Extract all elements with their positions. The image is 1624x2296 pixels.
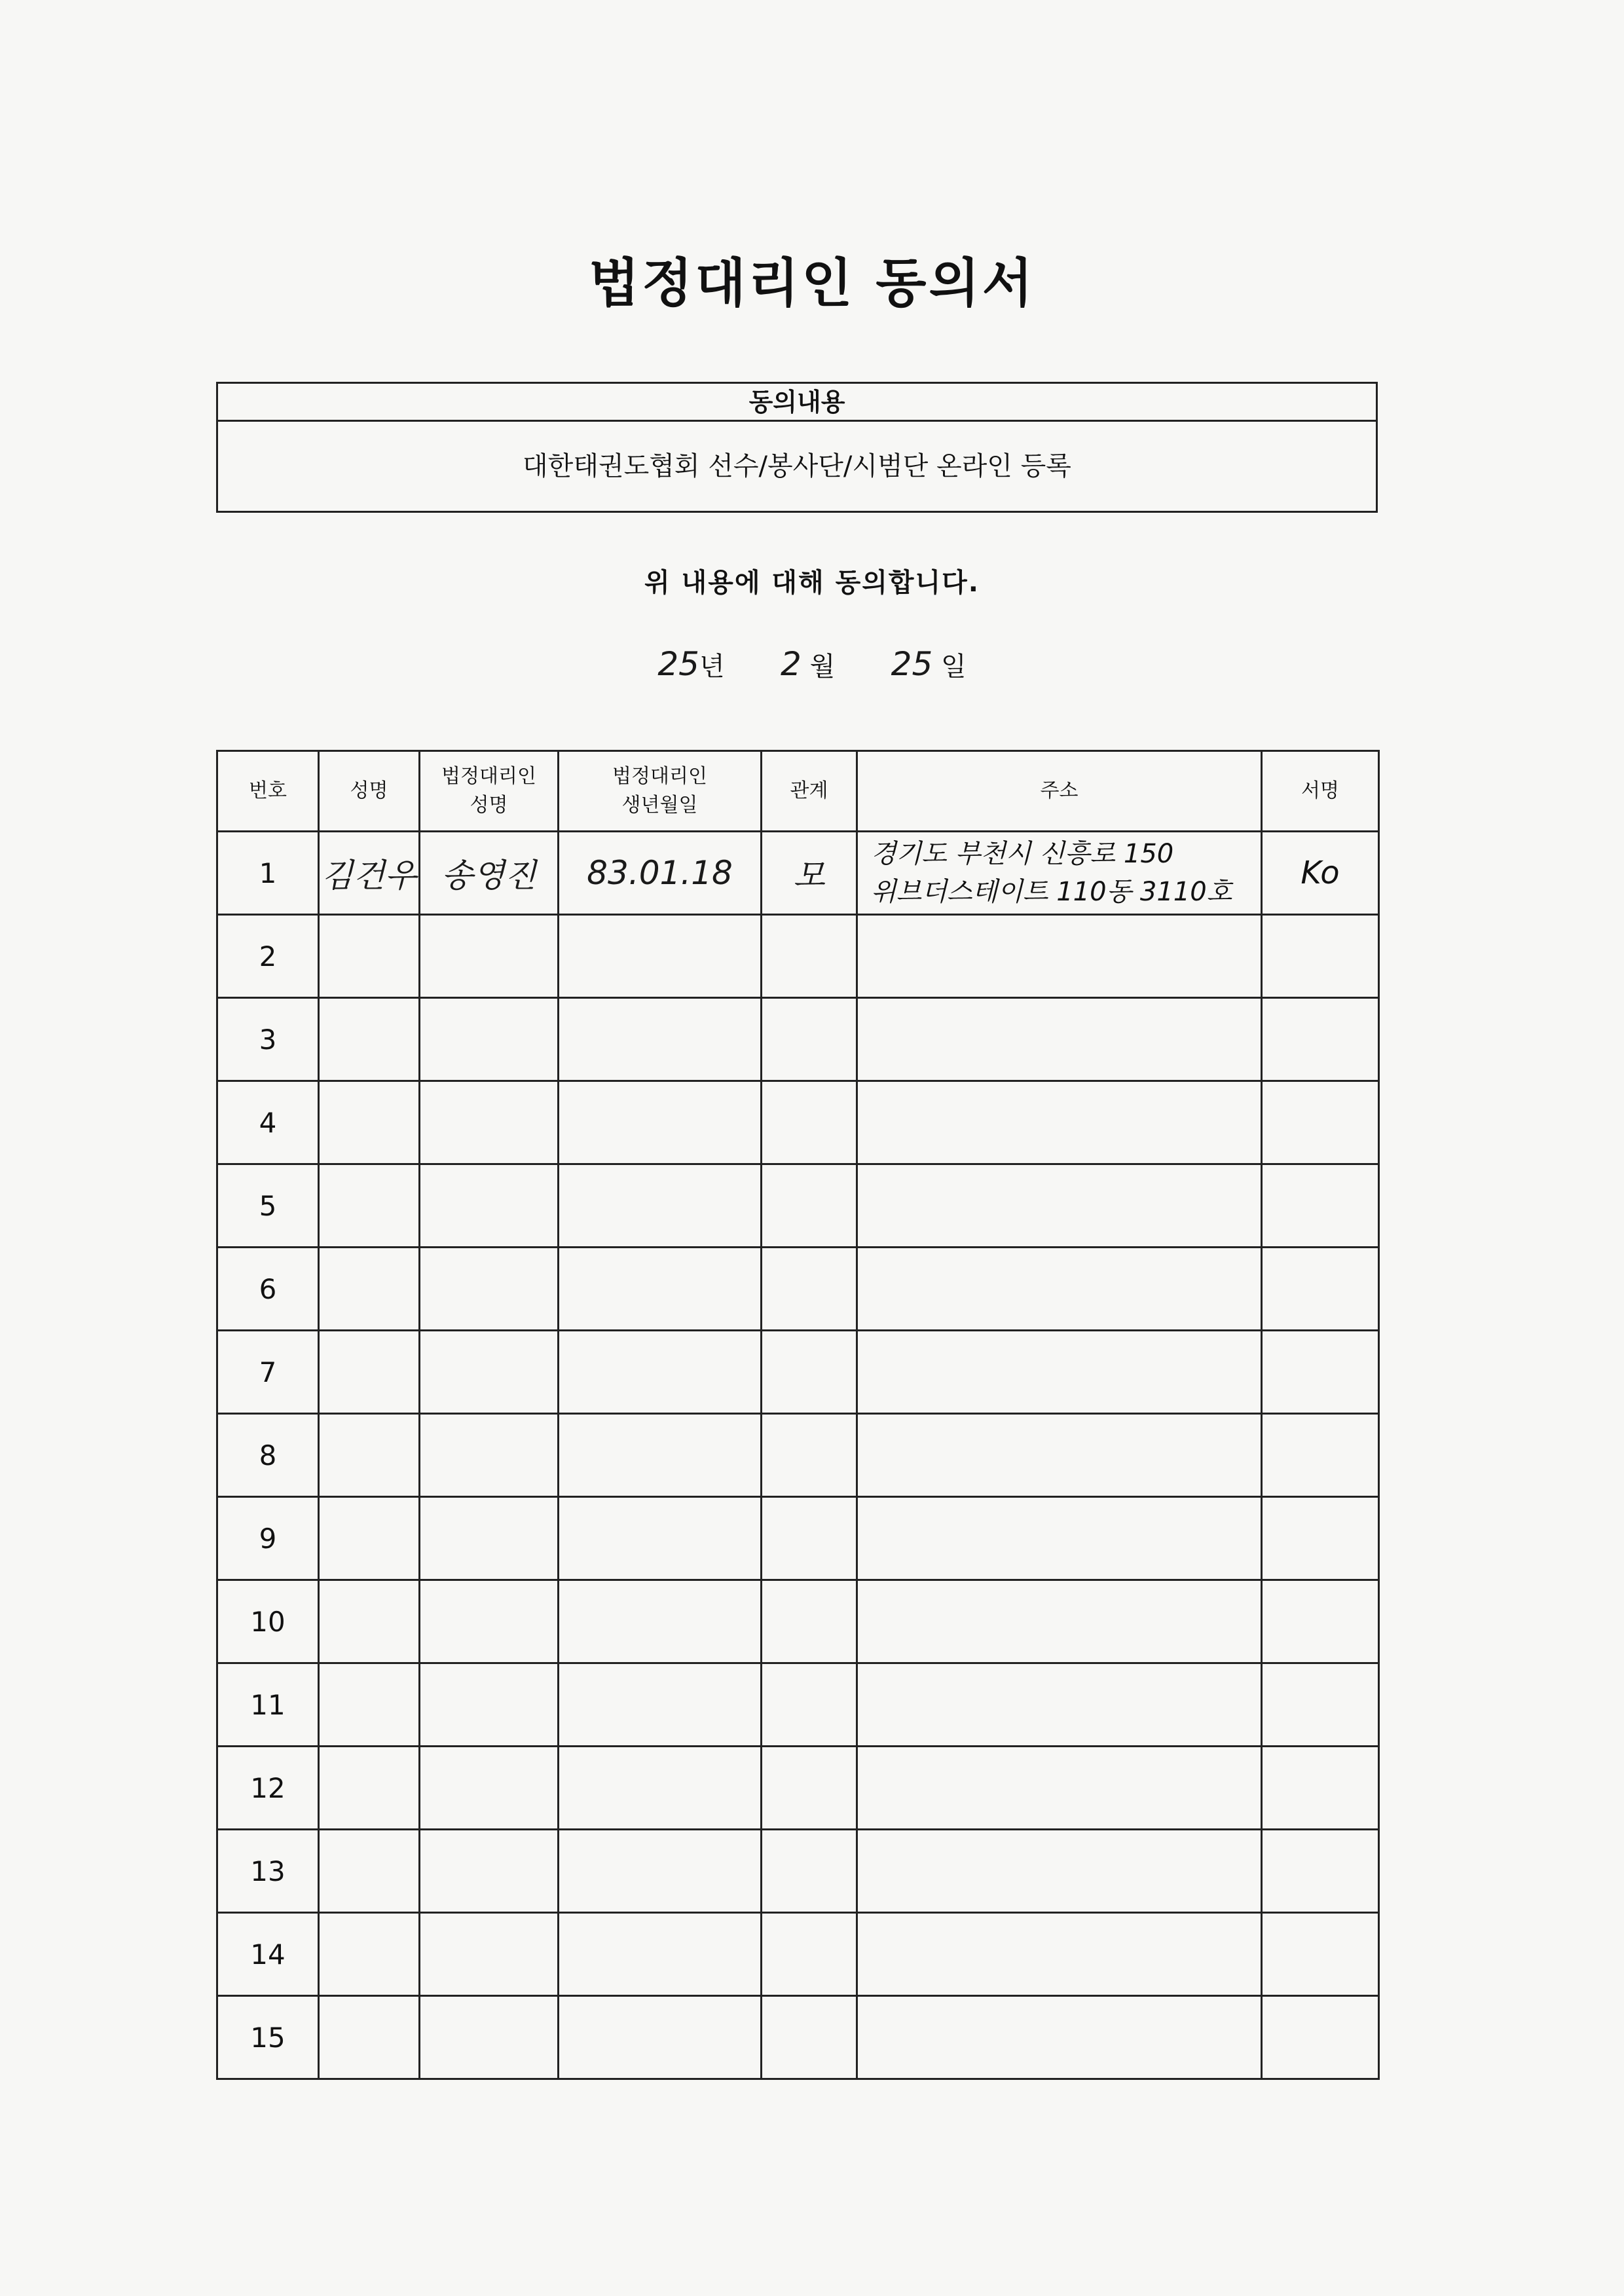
- row-signature: [1262, 1497, 1379, 1580]
- row-name: [319, 832, 420, 915]
- row-signature: [1262, 1248, 1379, 1331]
- row-guardian-name: [420, 1580, 559, 1663]
- row-no-text: 8: [259, 1439, 277, 1472]
- row-guardian-birth: [559, 915, 762, 998]
- header-address: 주소: [857, 751, 1262, 832]
- row-name: [319, 1081, 420, 1164]
- table-header-row: [217, 751, 1379, 832]
- row-name: [319, 1331, 420, 1414]
- row-signature: [1262, 1580, 1379, 1663]
- row-guardian-birth: [559, 1497, 762, 1580]
- consent-content: 대한태권도협회 선수/봉사단/시범단 온라인 등록: [523, 451, 1071, 481]
- row-name: [319, 1996, 420, 2079]
- registration-table: [216, 750, 1380, 2080]
- row-address: [857, 1747, 1262, 1830]
- row-relation: [762, 1913, 857, 1996]
- row-address-line-2: 위브더스테이트 110동 3110호: [871, 877, 1232, 907]
- row-guardian-name: [420, 1913, 559, 1996]
- row-no: [217, 1331, 319, 1414]
- row-no-text: 10: [250, 1605, 286, 1638]
- row-name: [319, 998, 420, 1081]
- date-line: [0, 645, 1624, 683]
- row-address: [857, 1913, 1262, 1996]
- row-guardian-birth: [559, 1081, 762, 1164]
- date-month-label: 월: [809, 652, 836, 682]
- table-row: [217, 1663, 1379, 1747]
- row-guardian-birth: [559, 998, 762, 1081]
- date-year-label: 년: [699, 652, 725, 682]
- row-no-text: 3: [259, 1023, 277, 1056]
- row-guardian-name-text: 송영진: [441, 857, 536, 895]
- row-signature: [1262, 1996, 1379, 2079]
- row-signature: [1262, 1830, 1379, 1913]
- row-address: [857, 1414, 1262, 1497]
- row-guardian-birth: [559, 1830, 762, 1913]
- row-name: [319, 1164, 420, 1248]
- row-no: [217, 1747, 319, 1830]
- row-address: [857, 998, 1262, 1081]
- row-guardian-name: [420, 1497, 559, 1580]
- row-relation: [762, 998, 857, 1081]
- table-row: [217, 915, 1379, 998]
- row-guardian-name: [420, 1663, 559, 1747]
- table-row: [217, 1580, 1379, 1663]
- row-guardian-birth: [559, 1747, 762, 1830]
- row-no-text: 14: [250, 1938, 286, 1971]
- row-no-text: 13: [250, 1855, 286, 1887]
- row-guardian-name: [420, 915, 559, 998]
- row-guardian-name: [420, 1747, 559, 1830]
- row-signature: [1262, 1663, 1379, 1747]
- row-guardian-name: [420, 998, 559, 1081]
- table-row: [217, 1248, 1379, 1331]
- row-name: [319, 1747, 420, 1830]
- row-no-text: 12: [250, 1771, 286, 1804]
- row-guardian-birth: [559, 1580, 762, 1663]
- table-row: [217, 1414, 1379, 1497]
- row-no: [217, 1164, 319, 1248]
- row-relation: [762, 915, 857, 998]
- row-no-text: 7: [259, 1356, 277, 1388]
- table-row: [217, 1747, 1379, 1830]
- row-no-text: 2: [259, 940, 277, 972]
- row-no-text: 6: [259, 1272, 277, 1305]
- row-no: [217, 915, 319, 998]
- row-address: [857, 1164, 1262, 1248]
- page-title: 법정대리인 동의서: [588, 252, 1036, 314]
- row-no: [217, 1996, 319, 2079]
- row-guardian-name: [420, 1081, 559, 1164]
- row-no: [217, 1081, 319, 1164]
- row-signature: [1262, 1081, 1379, 1164]
- row-guardian-birth: [559, 1663, 762, 1747]
- row-signature: [1262, 832, 1379, 915]
- row-address: [857, 1497, 1262, 1580]
- table-row: [217, 1996, 1379, 2079]
- row-relation: [762, 1164, 857, 1248]
- consent-header: 동의내용: [218, 384, 1376, 422]
- date-day-label: 일: [941, 652, 967, 682]
- row-guardian-birth: [559, 1414, 762, 1497]
- row-relation: [762, 1081, 857, 1164]
- row-signature: [1262, 1913, 1379, 1996]
- row-no: [217, 832, 319, 915]
- table-row: [217, 1497, 1379, 1580]
- header-relation: 관계: [762, 751, 857, 832]
- date-day: 25: [891, 645, 933, 683]
- consent-content-box: [216, 382, 1378, 513]
- row-address: [857, 915, 1262, 998]
- row-guardian-name: [420, 1830, 559, 1913]
- table-row: [217, 832, 1379, 915]
- date-month: 2: [781, 645, 802, 683]
- row-guardian-name: [420, 1331, 559, 1414]
- row-no: [217, 1414, 319, 1497]
- header-guardian-name: 법정대리인 성명: [420, 751, 559, 832]
- row-name: [319, 1580, 420, 1663]
- table-row: [217, 998, 1379, 1081]
- row-address: [857, 1081, 1262, 1164]
- row-name: [319, 1663, 420, 1747]
- row-relation: [762, 1663, 857, 1747]
- table-row: [217, 1081, 1379, 1164]
- row-guardian-birth-text: 83.01.18: [587, 854, 733, 892]
- row-guardian-name: [420, 832, 559, 915]
- row-relation: [762, 1996, 857, 2079]
- agree-statement: 위 내용에 대해 동의합니다.: [644, 568, 980, 598]
- row-relation: [762, 832, 857, 915]
- row-guardian-name: [420, 1996, 559, 2079]
- row-no-text: 11: [250, 1688, 286, 1721]
- row-guardian-name: [420, 1164, 559, 1248]
- row-name: [319, 915, 420, 998]
- row-signature-text: Ko: [1301, 855, 1340, 891]
- row-name-text: 김건우: [322, 857, 416, 895]
- row-relation: [762, 1248, 857, 1331]
- row-relation: [762, 1331, 857, 1414]
- row-name: [319, 1414, 420, 1497]
- header-guardian-birth: 법정대리인 생년월일: [559, 751, 762, 832]
- row-no-text: 9: [259, 1522, 277, 1555]
- row-guardian-birth: [559, 1164, 762, 1248]
- row-guardian-name: [420, 1414, 559, 1497]
- row-address: [857, 1830, 1262, 1913]
- row-no-text: 1: [259, 857, 277, 889]
- row-address: [857, 1580, 1262, 1663]
- row-name: [319, 1913, 420, 1996]
- row-signature: [1262, 998, 1379, 1081]
- row-name: [319, 1248, 420, 1331]
- row-signature: [1262, 1747, 1379, 1830]
- row-signature: [1262, 915, 1379, 998]
- row-name: [319, 1497, 420, 1580]
- row-guardian-name: [420, 1248, 559, 1331]
- row-no-text: 4: [259, 1106, 277, 1139]
- row-no: [217, 1663, 319, 1747]
- row-guardian-birth: [559, 1248, 762, 1331]
- row-guardian-birth: [559, 1913, 762, 1996]
- row-no: [217, 1913, 319, 1996]
- row-no: [217, 1497, 319, 1580]
- header-no: 번호: [217, 751, 319, 832]
- row-address: [857, 832, 1262, 915]
- row-address: [857, 1996, 1262, 2079]
- row-no-text: 5: [259, 1189, 277, 1222]
- row-relation: [762, 1830, 857, 1913]
- row-relation: [762, 1414, 857, 1497]
- row-signature: [1262, 1414, 1379, 1497]
- row-relation-text: 모: [793, 857, 825, 895]
- date-year: 25: [657, 645, 699, 683]
- table-row: [217, 1331, 1379, 1414]
- table-row: [217, 1913, 1379, 1996]
- header-signature: 서명: [1262, 751, 1379, 832]
- row-signature: [1262, 1331, 1379, 1414]
- header-name: 성명: [319, 751, 420, 832]
- row-address: [857, 1663, 1262, 1747]
- row-guardian-birth: [559, 1996, 762, 2079]
- row-relation: [762, 1580, 857, 1663]
- row-relation: [762, 1747, 857, 1830]
- row-guardian-birth: [559, 832, 762, 915]
- row-no: [217, 1830, 319, 1913]
- row-no: [217, 1248, 319, 1331]
- row-address: [857, 1331, 1262, 1414]
- row-address-line-1: 경기도 부천시 신흥로 150: [871, 839, 1174, 869]
- row-relation: [762, 1497, 857, 1580]
- row-guardian-birth: [559, 1331, 762, 1414]
- row-address: [857, 1248, 1262, 1331]
- row-no: [217, 1580, 319, 1663]
- row-no-text: 15: [250, 2021, 286, 2054]
- row-signature: [1262, 1164, 1379, 1248]
- row-no: [217, 998, 319, 1081]
- table-row: [217, 1164, 1379, 1248]
- row-name: [319, 1830, 420, 1913]
- table-row: [217, 1830, 1379, 1913]
